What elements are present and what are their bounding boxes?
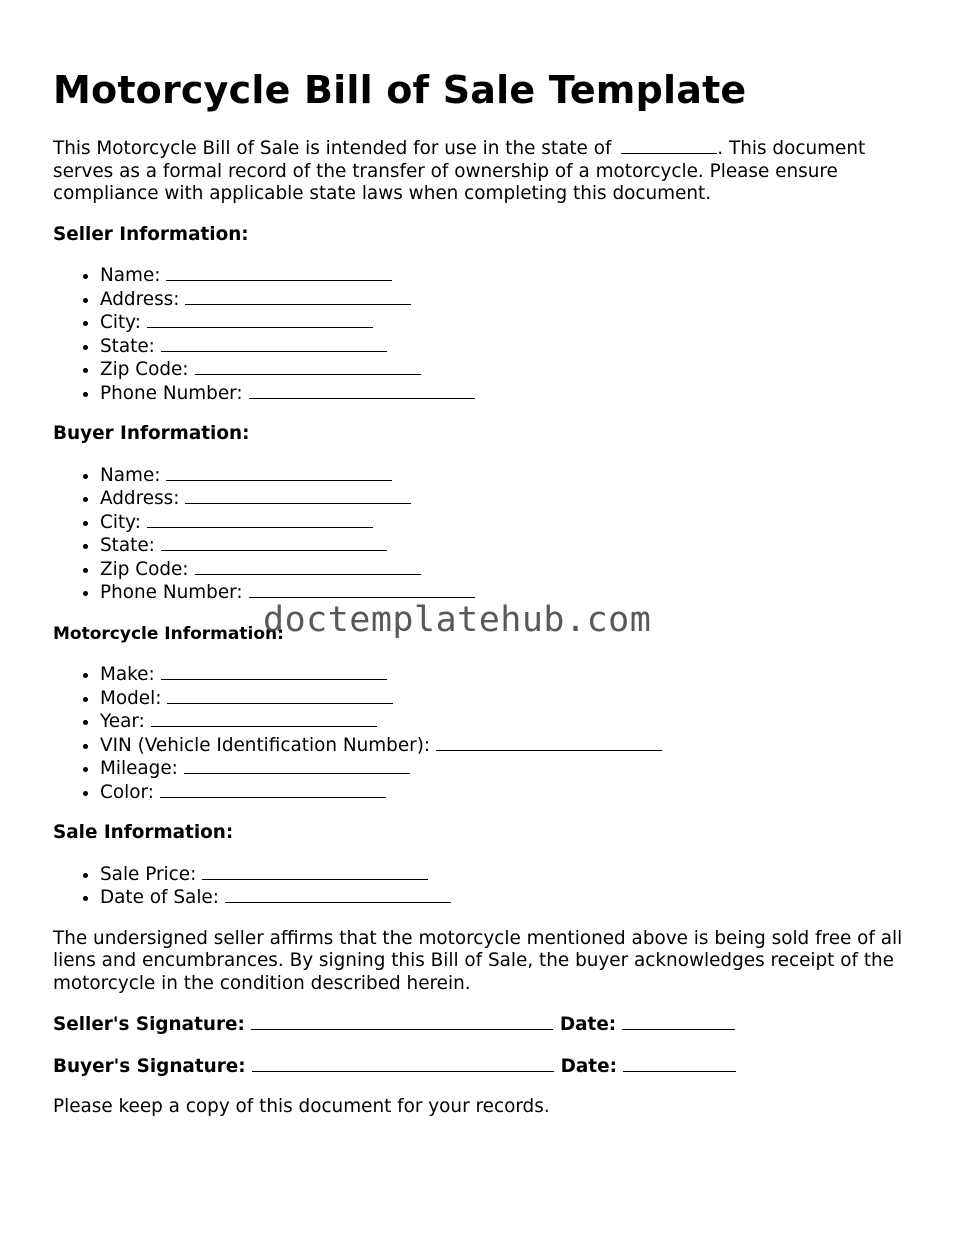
field-label: Sale Price:: [100, 863, 197, 885]
seller-signature-line: [53, 1013, 913, 1037]
fill-in-blank: [151, 710, 377, 727]
date-label: Date:: [559, 1014, 617, 1035]
list-item: [100, 863, 913, 887]
list-item: [100, 558, 913, 582]
fill-in-blank: [195, 358, 421, 375]
field-label: Zip Code:: [100, 359, 189, 380]
fill-in-blank: [161, 534, 387, 551]
field-label: State:: [100, 335, 155, 357]
fill-in-blank: [249, 382, 475, 399]
list-item: [100, 687, 913, 711]
motorcycle-field-list: [53, 663, 913, 804]
field-label: Mileage:: [100, 758, 178, 779]
field-label: Make:: [100, 664, 155, 685]
list-item: [100, 757, 913, 781]
list-item: [100, 511, 913, 535]
field-label: Color:: [100, 781, 154, 803]
fill-in-blank: [147, 511, 373, 528]
fill-in-blank: [202, 863, 428, 880]
field-label: VIN (Vehicle Identification Number):: [100, 734, 431, 756]
seller-heading: Seller Information:: [53, 223, 249, 245]
fill-in-blank: [225, 886, 451, 903]
field-label: Name:: [100, 265, 161, 286]
list-item: [100, 358, 913, 382]
signature-blank: [251, 1013, 553, 1030]
seller-field-list: [53, 264, 913, 405]
signature-blank: [252, 1055, 554, 1072]
fill-in-blank: [249, 581, 475, 598]
field-label: Year:: [100, 711, 145, 732]
date-label: Date:: [560, 1055, 617, 1077]
fill-in-blank: [160, 781, 386, 798]
list-item: [100, 335, 913, 359]
fill-in-blank: [166, 264, 392, 281]
watermark: doctemplatehub.com: [263, 600, 652, 640]
list-item: [100, 464, 913, 488]
fill-in-blank: [185, 487, 411, 504]
field-label: State:: [100, 535, 155, 556]
list-item: [100, 886, 913, 910]
field-label: Zip Code:: [100, 558, 189, 580]
intro-text-end: . This document serves as a formal record of the transfer of ownership of a motorcycle. Please ensure compliance with applicable state laws when completing this document.: [53, 138, 866, 204]
list-item: [100, 663, 913, 687]
field-label: Address:: [100, 488, 180, 509]
field-label: Name:: [100, 464, 161, 486]
date-blank: [623, 1055, 736, 1072]
fill-in-blank: [161, 335, 387, 352]
field-label: City:: [100, 511, 141, 533]
list-item: [100, 734, 913, 758]
field-label: Date of Sale:: [100, 887, 219, 908]
page-title: Motorcycle Bill of Sale Template: [53, 68, 747, 112]
fill-in-blank: [167, 687, 393, 704]
buyer-heading: Buyer Information:: [53, 423, 250, 444]
fill-in-blank: [436, 734, 662, 751]
field-label: Phone Number:: [100, 582, 243, 603]
fill-in-blank: [184, 757, 410, 774]
footer-note: Please keep a copy of this document for your records.: [53, 1096, 550, 1117]
field-label: City:: [100, 312, 141, 333]
field-label: Address:: [100, 288, 180, 310]
affirmation-paragraph: The undersigned seller affirms that the motorcycle mentioned above is being sold free of all liens and encumbrances. By signing this Bill of Sale, the buyer acknowledges receipt of the motorcycle in the condition described herein.: [53, 927, 903, 994]
state-blank: [621, 137, 717, 154]
motorcycle-heading: Motorcycle Information:: [53, 623, 284, 644]
fill-in-blank: [195, 558, 421, 575]
field-label: Model:: [100, 687, 162, 709]
list-item: [100, 710, 913, 734]
intro-paragraph: [53, 137, 913, 206]
list-item: [100, 487, 913, 511]
field-label: Phone Number:: [100, 382, 243, 404]
fill-in-blank: [161, 663, 387, 680]
list-item: [100, 534, 913, 558]
buyer-field-list: [53, 464, 913, 605]
list-item: [100, 311, 913, 335]
sale-field-list: [53, 863, 913, 910]
fill-in-blank: [147, 311, 373, 328]
list-item: [100, 264, 913, 288]
buyer-signature-line: [53, 1055, 913, 1079]
fill-in-blank: [185, 288, 411, 305]
fill-in-blank: [166, 464, 392, 481]
list-item: [100, 288, 913, 312]
list-item: [100, 382, 913, 406]
buyer-signature-label: Buyer's Signature:: [53, 1055, 246, 1077]
date-blank: [622, 1013, 735, 1030]
intro-text-start: This Motorcycle Bill of Sale is intended for use in the state of: [53, 138, 618, 159]
seller-signature-label: Seller's Signature:: [53, 1014, 245, 1035]
sale-heading: Sale Information:: [53, 822, 234, 843]
list-item: [100, 781, 913, 805]
